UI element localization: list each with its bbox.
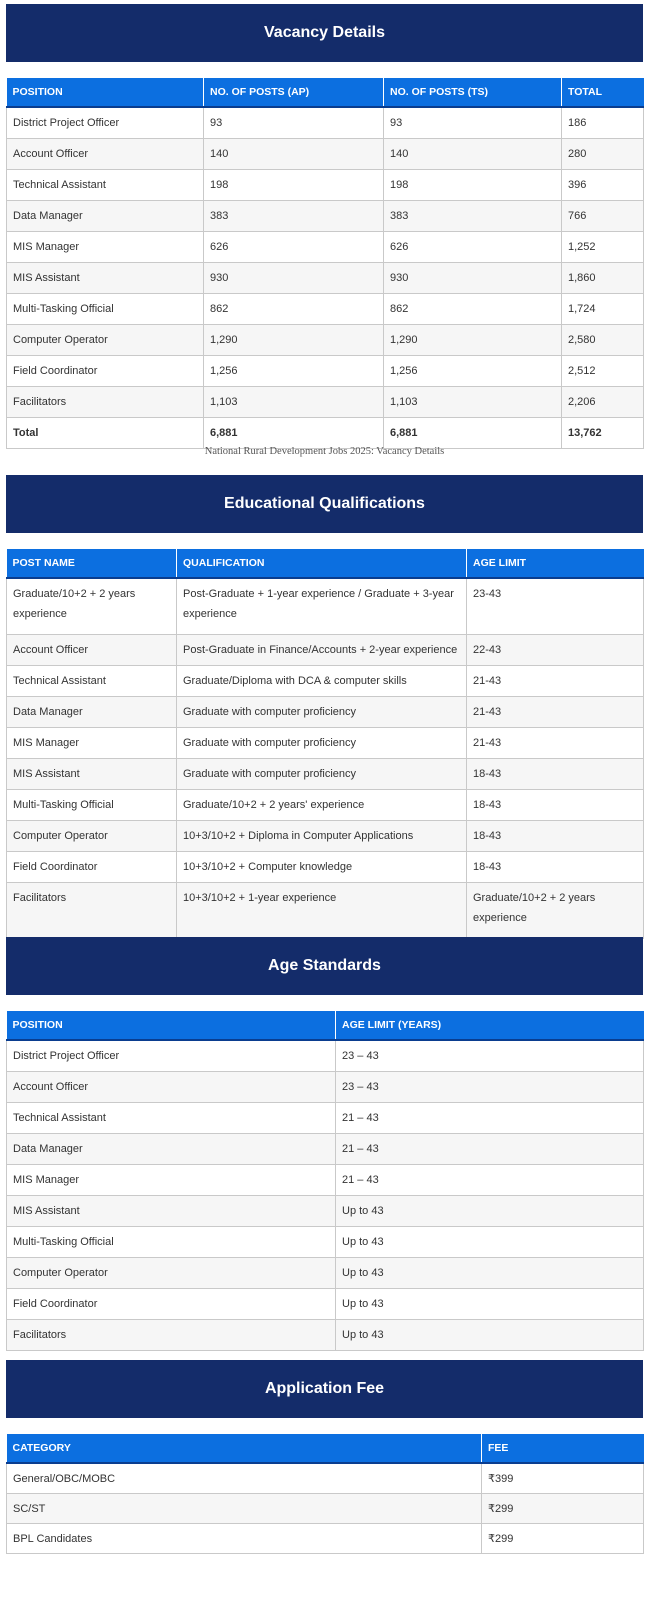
vacancy-banner	[6, 4, 643, 62]
table-cell: 1,252	[562, 232, 644, 263]
table-cell: 140	[384, 139, 562, 170]
table-row	[7, 1463, 644, 1494]
table-cell: 383	[204, 201, 384, 232]
table-cell: Graduate with computer proficiency	[177, 697, 467, 728]
column-header: FEE	[482, 1434, 644, 1463]
column-header: CATEGORY	[7, 1434, 482, 1463]
table-cell: 13,762	[562, 418, 644, 449]
fee-banner	[6, 1360, 643, 1418]
table-cell: Multi-Tasking Official	[7, 1227, 336, 1258]
table-cell: Total	[7, 418, 204, 449]
table-cell: 198	[204, 170, 384, 201]
table-cell: Up to 43	[336, 1320, 644, 1351]
table-cell: Facilitators	[7, 883, 177, 939]
table-cell: 186	[562, 107, 644, 139]
table-cell: 18-43	[467, 821, 644, 852]
table-row	[7, 883, 644, 939]
table-cell: 18-43	[467, 759, 644, 790]
table-cell: 23 – 43	[336, 1040, 644, 1072]
table-row	[7, 728, 644, 759]
table-cell: Facilitators	[7, 1320, 336, 1351]
table-cell: Up to 43	[336, 1258, 644, 1289]
column-header: TOTAL	[562, 78, 644, 107]
table-row	[7, 635, 644, 666]
table-row	[7, 1165, 644, 1196]
table-cell: Up to 43	[336, 1196, 644, 1227]
column-header: NO. OF POSTS (AP)	[204, 78, 384, 107]
table-cell: Technical Assistant	[7, 170, 204, 201]
table-row	[7, 1227, 644, 1258]
table-cell: Technical Assistant	[7, 666, 177, 697]
table-cell: District Project Officer	[7, 107, 204, 139]
table-cell: 383	[384, 201, 562, 232]
table-cell: District Project Officer	[7, 1040, 336, 1072]
table-row	[7, 170, 644, 201]
table-cell: ₹299	[482, 1494, 644, 1524]
table-cell: 140	[204, 139, 384, 170]
table-row	[7, 1320, 644, 1351]
education-banner	[6, 475, 643, 533]
table-cell: 10+3/10+2 + Diploma in Computer Applications	[177, 821, 467, 852]
table-row	[7, 1196, 644, 1227]
table-row	[7, 1072, 644, 1103]
column-header: AGE LIMIT (YEARS)	[336, 1011, 644, 1040]
table-cell: 930	[204, 263, 384, 294]
table-cell: 21 – 43	[336, 1134, 644, 1165]
table-row	[7, 356, 644, 387]
fee-title: Application Fee	[264, 1380, 385, 1397]
table-cell: Up to 43	[336, 1227, 644, 1258]
table-cell: 1,256	[204, 356, 384, 387]
table-cell: 2,206	[562, 387, 644, 418]
fee-rows	[7, 1463, 644, 1554]
table-cell: Post-Graduate + 1-year experience / Graduate + 3-year experience	[177, 578, 467, 635]
table-row	[7, 666, 644, 697]
table-cell: MIS Manager	[7, 728, 177, 759]
table-cell: 1,724	[562, 294, 644, 325]
table-row	[7, 387, 644, 418]
table-cell: 766	[562, 201, 644, 232]
vacancy-rows	[7, 107, 644, 449]
table-row	[7, 107, 644, 139]
table-cell: Computer Operator	[7, 1258, 336, 1289]
table-row	[7, 418, 644, 449]
fee-table	[6, 1434, 644, 1554]
table-cell: 6,881	[384, 418, 562, 449]
table-cell: MIS Assistant	[7, 1196, 336, 1227]
table-row	[7, 790, 644, 821]
table-cell: 1,290	[384, 325, 562, 356]
table-header-row	[7, 1011, 644, 1040]
table-cell: ₹299	[482, 1524, 644, 1554]
table-row	[7, 1040, 644, 1072]
table-cell: General/OBC/MOBC	[7, 1463, 482, 1494]
table-cell: 21-43	[467, 697, 644, 728]
table-cell: Graduate/Diploma with DCA & computer skills	[177, 666, 467, 697]
column-header: QUALIFICATION	[177, 549, 467, 578]
education-table	[6, 549, 644, 939]
age-title: Age Standards	[268, 957, 381, 974]
table-row	[7, 1289, 644, 1320]
table-cell: Computer Operator	[7, 821, 177, 852]
table-cell: 1,103	[204, 387, 384, 418]
table-row	[7, 852, 644, 883]
table-row	[7, 697, 644, 728]
table-cell: 21-43	[467, 666, 644, 697]
age-table	[6, 1011, 644, 1351]
table-row	[7, 1524, 644, 1554]
age-banner	[6, 937, 643, 995]
table-cell: Account Officer	[7, 139, 204, 170]
table-cell: 2,580	[562, 325, 644, 356]
table-row	[7, 1103, 644, 1134]
table-row	[7, 263, 644, 294]
table-cell: 396	[562, 170, 644, 201]
column-header: NO. OF POSTS (TS)	[384, 78, 562, 107]
table-cell: 10+3/10+2 + Computer knowledge	[177, 852, 467, 883]
table-cell: 21 – 43	[336, 1103, 644, 1134]
table-header-row	[7, 1434, 644, 1463]
table-cell: MIS Assistant	[7, 263, 204, 294]
table-cell: 23 – 43	[336, 1072, 644, 1103]
column-header: AGE LIMIT	[467, 549, 644, 578]
age-rows	[7, 1040, 644, 1351]
table-cell: MIS Assistant	[7, 759, 177, 790]
table-row	[7, 1494, 644, 1524]
table-cell: 1,103	[384, 387, 562, 418]
table-cell: 626	[204, 232, 384, 263]
table-row	[7, 1258, 644, 1289]
table-cell: Data Manager	[7, 201, 204, 232]
table-row	[7, 232, 644, 263]
table-cell: Facilitators	[7, 387, 204, 418]
table-row	[7, 139, 644, 170]
table-cell: 21-43	[467, 728, 644, 759]
table-cell: Technical Assistant	[7, 1103, 336, 1134]
table-header-row	[7, 549, 644, 578]
table-cell: Account Officer	[7, 635, 177, 666]
table-row	[7, 294, 644, 325]
table-row	[7, 578, 644, 635]
table-cell: MIS Manager	[7, 1165, 336, 1196]
table-cell: 23-43	[467, 578, 644, 635]
table-cell: 280	[562, 139, 644, 170]
table-cell: 6,881	[204, 418, 384, 449]
table-cell: 862	[204, 294, 384, 325]
table-cell: Graduate/10+2 + 2 years experience	[7, 578, 177, 635]
column-header: POST NAME	[7, 549, 177, 578]
table-cell: 22-43	[467, 635, 644, 666]
table-cell: Graduate with computer proficiency	[177, 728, 467, 759]
vacancy-table	[6, 78, 644, 449]
table-cell: 198	[384, 170, 562, 201]
table-cell: Multi-Tasking Official	[7, 294, 204, 325]
table-row	[7, 325, 644, 356]
table-cell: ₹399	[482, 1463, 644, 1494]
table-cell: 93	[384, 107, 562, 139]
table-row	[7, 821, 644, 852]
table-cell: 93	[204, 107, 384, 139]
table-row	[7, 1134, 644, 1165]
table-cell: 1,256	[384, 356, 562, 387]
education-title: Educational Qualifications	[224, 495, 425, 512]
table-cell: 18-43	[467, 852, 644, 883]
table-cell: 2,512	[562, 356, 644, 387]
vacancy-title: Vacancy Details	[264, 24, 385, 41]
table-cell: SC/ST	[7, 1494, 482, 1524]
table-cell: Field Coordinator	[7, 1289, 336, 1320]
table-cell: Computer Operator	[7, 325, 204, 356]
table-cell: Graduate/10+2 + 2 years' experience	[177, 790, 467, 821]
column-header: POSITION	[7, 1011, 336, 1040]
table-cell: 1,860	[562, 263, 644, 294]
table-cell: 21 – 43	[336, 1165, 644, 1196]
education-rows	[7, 578, 644, 939]
table-row	[7, 201, 644, 232]
table-cell: BPL Candidates	[7, 1524, 482, 1554]
table-cell: Data Manager	[7, 697, 177, 728]
table-cell: 1,290	[204, 325, 384, 356]
table-row	[7, 759, 644, 790]
column-header: POSITION	[7, 78, 204, 107]
vacancy-caption: National Rural Development Jobs 2025: Vacancy Details	[204, 446, 445, 457]
table-cell: Field Coordinator	[7, 852, 177, 883]
table-cell: 10+3/10+2 + 1-year experience	[177, 883, 467, 939]
table-cell: 626	[384, 232, 562, 263]
table-cell: Field Coordinator	[7, 356, 204, 387]
table-cell: Up to 43	[336, 1289, 644, 1320]
table-cell: Data Manager	[7, 1134, 336, 1165]
table-cell: Graduate with computer proficiency	[177, 759, 467, 790]
table-cell: Graduate/10+2 + 2 years experience	[467, 883, 644, 939]
table-header-row	[7, 78, 644, 107]
table-cell: 18-43	[467, 790, 644, 821]
table-cell: MIS Manager	[7, 232, 204, 263]
table-cell: Account Officer	[7, 1072, 336, 1103]
table-cell: 930	[384, 263, 562, 294]
table-cell: 862	[384, 294, 562, 325]
table-cell: Multi-Tasking Official	[7, 790, 177, 821]
table-cell: Post-Graduate in Finance/Accounts + 2-year experience	[177, 635, 467, 666]
